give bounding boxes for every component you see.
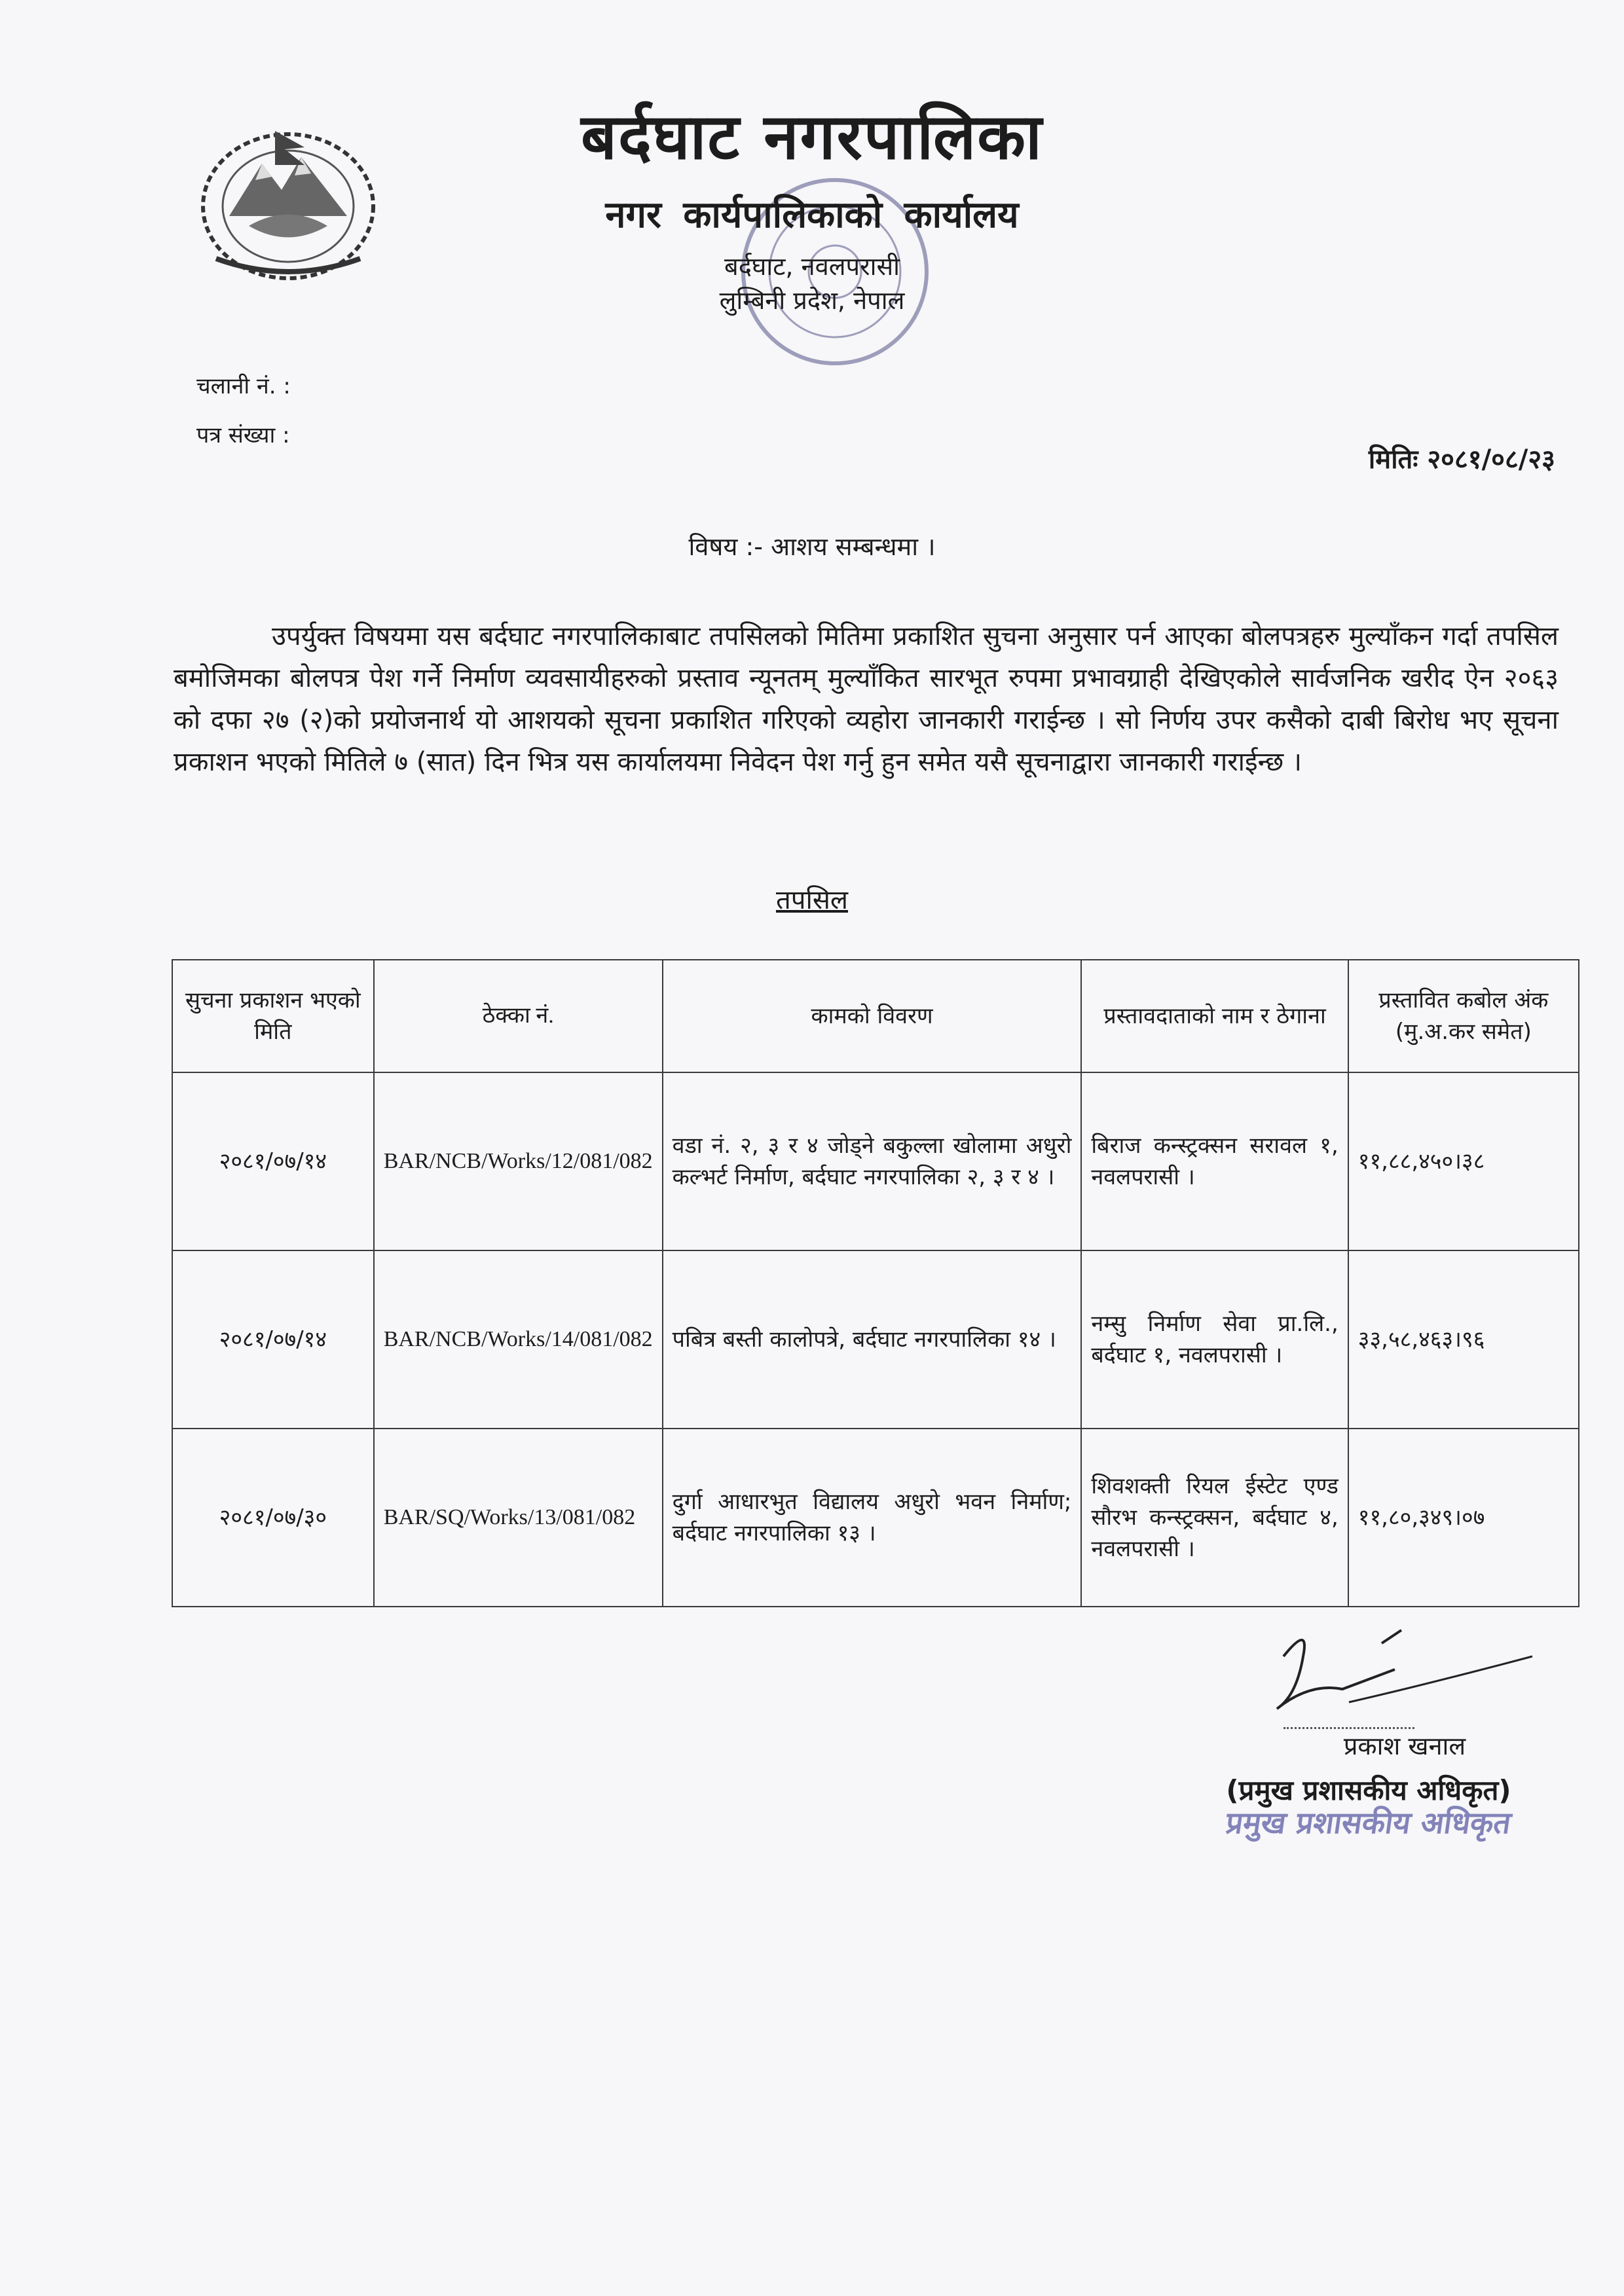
signer-title: (प्रमुख प्रशासकीय अधिकृत) <box>1226 1774 1511 1806</box>
bid-amount-cell: ३३,५८,४६३।९६ <box>1348 1250 1579 1429</box>
work-description-cell: पबित्र बस्ती कालोपत्रे, बर्दघाट नगरपालिका १४ । <box>663 1250 1082 1429</box>
handwritten-signature-icon <box>1270 1617 1611 1722</box>
column-header: प्रस्तावित कबोल अंक (मु.अ.कर समेत) <box>1348 960 1579 1072</box>
address-line-2: लुम्बिनी प्रदेश, नेपाल <box>719 286 905 315</box>
office-name: नगर कार्यपालिकाको कार्यालय <box>605 194 1019 236</box>
schedule-table <box>172 959 1579 1607</box>
body-paragraph: उपर्युक्त विषयमा यस बर्दघाट नगरपालिकाबाट तपसिलको मितिमा प्रकाशित सुचना अनुसार पर्न आएका बोलपत्रहरु मुल्याँकन गर्दा तपसिल बमोजिमका बोलपत्र पेश गर्ने निर्माण व्यवसायीहरुको प्रस्ताव न्यूनतम् मुल्याँकित सारभूत रुपमा प्रभावग्राही देखिएकोले सार्वजनिक खरीद ऐन २०६३ को दफा २७ (२)को प्रयोजनार्थ यो आशयको सूचना प्रकाशित गरिएको व्यहोरा जानकारी गराईन्छ । सो निर्णय उपर कसैको दाबी बिरोध भए सूचना प्रकाशन भएको मितिले ७ (सात) दिन भित्र यस कार्यालयमा निवेदन पेश गर्नु हुन समेत यसै सूचनाद्वारा जानकारी गराईन्छ । <box>174 621 1559 777</box>
notice-date-cell: २०८१/०७/१४ <box>172 1072 374 1250</box>
column-header: कामको विवरण <box>663 960 1082 1072</box>
work-description-cell: वडा नं. २, ३ र ४ जोड्ने बकुल्ला खोलामा अधुरो कल्भर्ट निर्माण, बर्दघाट नगरपालिका २, ३ र ४ । <box>663 1072 1082 1250</box>
bid-amount-cell: ११,८०,३४९।०७ <box>1348 1429 1579 1607</box>
bid-amount-cell: ११,८८,४५०।३८ <box>1348 1072 1579 1250</box>
letter-date: मितिः २०८१/०८/२३ <box>1368 445 1555 475</box>
letter-number-label: पत्र संख्या : <box>196 422 290 448</box>
organization-name: बर्दघाट नगरपालिका <box>581 100 1043 173</box>
signer-name: प्रकाश खनाल <box>1343 1732 1466 1760</box>
schedule-title: तपसिल <box>775 885 849 915</box>
address-line-1: बर्दघाट, नवलपरासी <box>724 252 900 281</box>
table-header-row <box>172 960 1579 1072</box>
table-row <box>172 1250 1579 1429</box>
table-row <box>172 1429 1579 1607</box>
bidder-cell: नम्सु निर्माण सेवा प्रा.लि., बर्दघाट १, नवलपरासी । <box>1081 1250 1348 1429</box>
notice-date-cell: २०८१/०७/३० <box>172 1429 374 1607</box>
bidder-cell: बिराज कन्स्ट्रक्सन सरावल १, नवलपरासी । <box>1081 1072 1348 1250</box>
subject-line: विषय :- आशय सम्बन्धमा । <box>688 532 936 561</box>
column-header: प्रस्तावदाताको नाम र ठेगाना <box>1081 960 1348 1072</box>
designation-stamp: प्रमुख प्रशासकीय अधिकृत <box>1223 1805 1513 1840</box>
table-row <box>172 1072 1579 1250</box>
dispatch-number-label: चलानी नं. : <box>196 373 291 399</box>
contract-number-cell: BAR/NCB/Works/14/081/082 <box>374 1250 663 1429</box>
column-header: ठेक्का नं. <box>374 960 663 1072</box>
work-description-cell: दुर्गा आधारभुत विद्यालय अधुरो भवन निर्माण; बर्दघाट नगरपालिका १३ । <box>663 1429 1082 1607</box>
contract-number-cell: BAR/NCB/Works/12/081/082 <box>374 1072 663 1250</box>
contract-number-cell: BAR/SQ/Works/13/081/082 <box>374 1429 663 1607</box>
notice-date-cell: २०८१/०७/१४ <box>172 1250 374 1429</box>
bidder-cell: शिवशक्ती रियल ईस्टेट एण्ड सौरभ कन्स्ट्रक्सन, बर्दघाट ४, नवलपरासी । <box>1081 1429 1348 1607</box>
column-header: सुचना प्रकाशन भएको मिति <box>172 960 374 1072</box>
